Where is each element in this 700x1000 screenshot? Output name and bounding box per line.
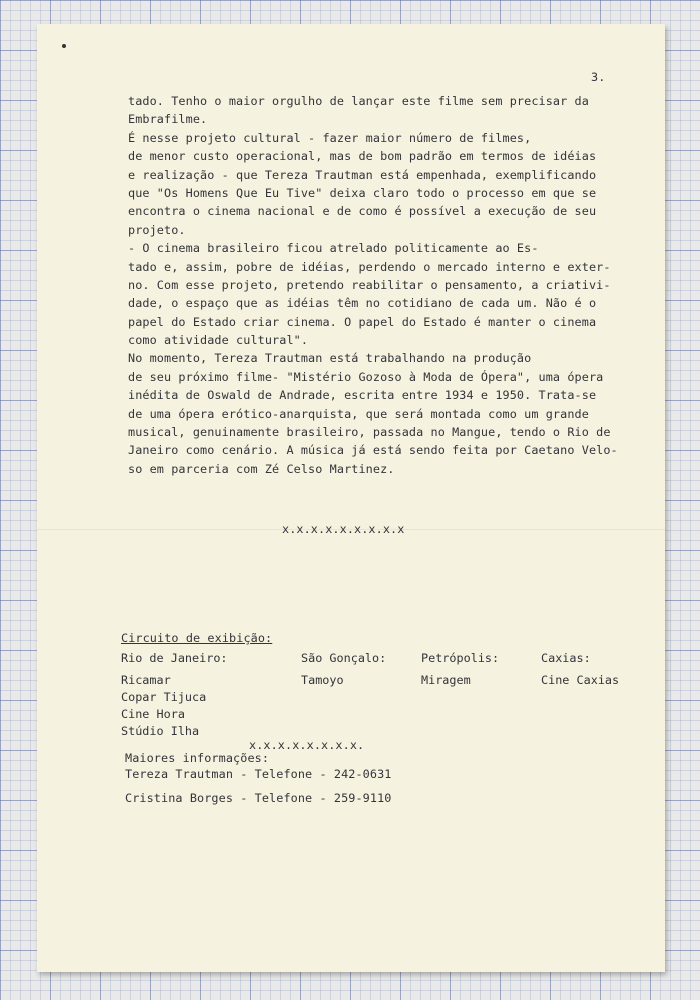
venue-column-petropolis	[421, 650, 499, 689]
body-line: tado e, assim, pobre de idéias, perdendo o mercado interno e exter-	[128, 259, 611, 274]
body-line: que "Os Homens Que Eu Tive" deixa claro todo o processo em que se	[128, 185, 597, 200]
more-info-label: Maiores informações:	[125, 751, 270, 765]
circuito-heading: Circuito de exibição:	[121, 631, 273, 645]
cinema-name: Miragem	[421, 673, 471, 687]
body-line: tado. Tenho o maior orgulho de lançar este filme sem precisar da	[128, 94, 589, 108]
body-line: - O cinema brasileiro ficou atrelado politicamente ao Es-	[128, 241, 539, 256]
venue-column-rio	[121, 650, 228, 740]
body-line: papel do Estado criar cinema. O papel do Estado é manter o cinema	[128, 314, 597, 329]
cinema-name: Stúdio Ilha	[121, 724, 200, 738]
section-separator: x.x.x.x.x.x.x.x.x	[282, 522, 405, 536]
body-text	[128, 92, 618, 478]
cinema-name: Cine Hora	[121, 707, 185, 721]
city-label: São Gonçalo:	[301, 651, 387, 665]
body-line: de seu próximo filme- "Mistério Gozoso à Moda de Ópera", uma ópera	[128, 369, 604, 384]
body-line: No momento, Tereza Trautman está trabalhando na produção	[128, 351, 532, 366]
cinema-name: Cine Caxias	[541, 673, 620, 687]
cinema-name: Copar Tijuca	[121, 690, 207, 704]
city-label: Petrópolis:	[421, 651, 500, 665]
city-label: Rio de Janeiro:	[121, 651, 228, 665]
body-line: de menor custo operacional, mas de bom padrão em termos de idéias	[128, 149, 597, 164]
body-line: e realização - que Tereza Trautman está empenhada, exemplificando	[128, 167, 597, 182]
ink-speck	[62, 44, 66, 48]
city-label: Caxias:	[541, 651, 591, 665]
body-line: Janeiro como cenário. A música já está sendo feita por Caetano Velo-	[128, 443, 618, 458]
body-line: dade, o espaço que as idéias têm no cotidiano de cada um. Não é o	[128, 296, 597, 311]
body-line: encontra o cinema nacional e de como é possível a execução de seu	[128, 204, 597, 219]
contact-line: Cristina Borges - Telefone - 259-9110	[125, 791, 392, 805]
body-line: projeto.	[128, 222, 186, 237]
cinema-name: Ricamar	[121, 673, 171, 687]
body-line: inédita de Oswald de Andrade, escrita entre 1934 e 1950. Trata-se	[128, 388, 597, 403]
venue-column-caxias	[541, 650, 619, 689]
body-line: so em parceria com Zé Celso Martinez.	[128, 461, 395, 476]
body-line: É nesse projeto cultural - fazer maior número de filmes,	[128, 130, 532, 145]
venue-column-sao-goncalo	[301, 650, 386, 689]
body-line: no. Com esse projeto, pretendo reabilitar o pensamento, a criativi-	[128, 277, 611, 292]
cinema-name: Tamoyo	[301, 673, 344, 687]
body-line: Embrafilme.	[128, 112, 208, 127]
document-page	[37, 24, 665, 972]
body-line: de uma ópera erótico-anarquista, que será montada como um grande	[128, 406, 589, 421]
body-line: musical, genuinamente brasileiro, passada no Mangue, tendo o Rio de	[128, 425, 611, 440]
section-separator: x.x.x.x.x.x.x.x.	[249, 738, 365, 752]
body-line: como atividade cultural".	[128, 333, 309, 348]
page-number: 3.	[591, 70, 606, 84]
contact-line: Tereza Trautman - Telefone - 242-0631	[125, 767, 392, 781]
